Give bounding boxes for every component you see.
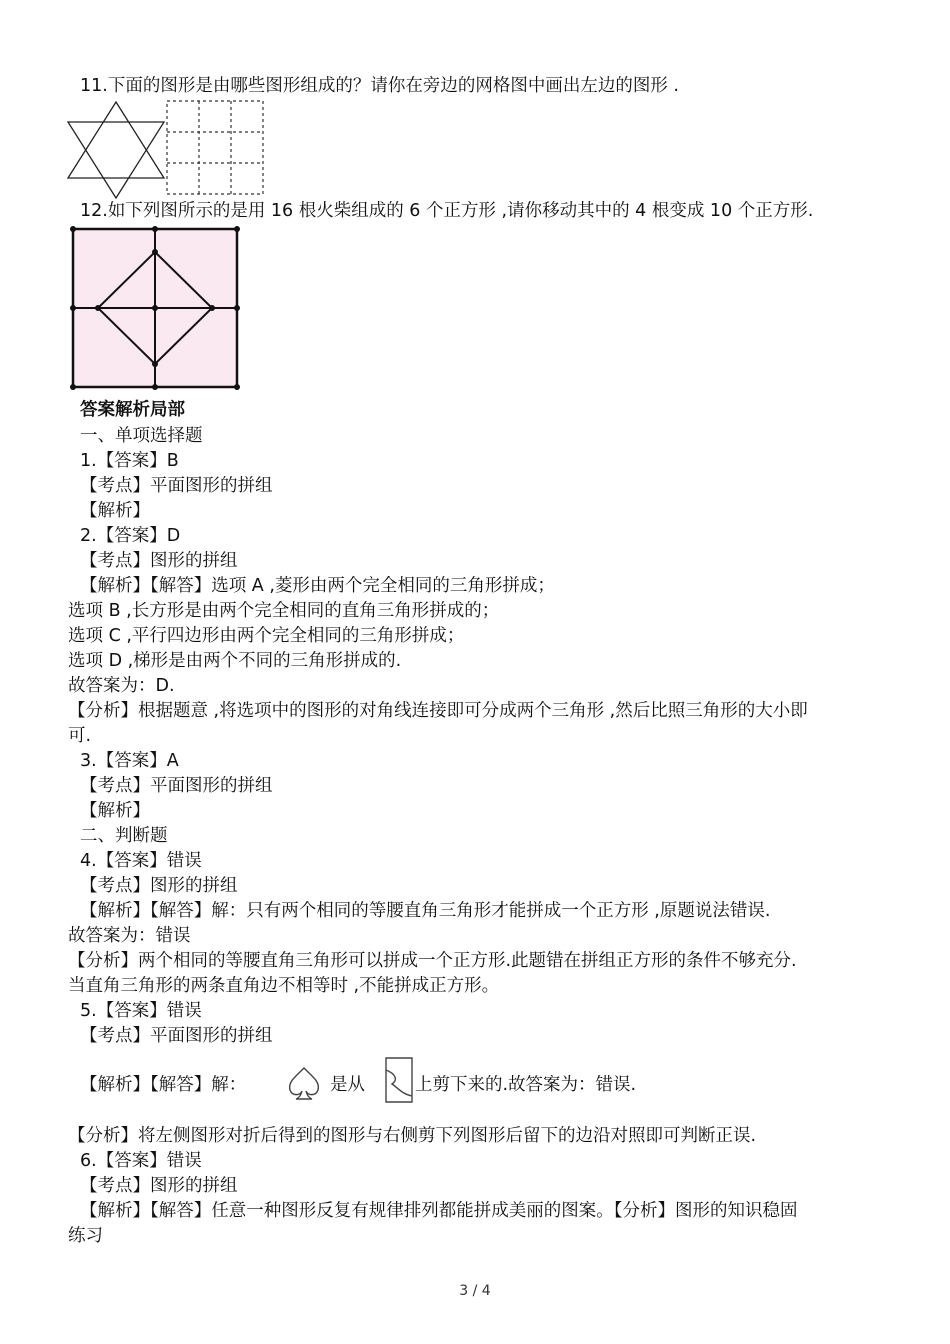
answer-4: 4.【答案】错误 xyxy=(80,851,202,871)
answer-2-fx2: 可. xyxy=(68,726,92,746)
q11-text: 11.下面的图形是由哪些图形组成的？请你在旁边的网格图中画出左边的图形 . xyxy=(80,76,679,96)
spade-shape-icon xyxy=(284,1064,324,1102)
answer-2-line5: 故答案为：D. xyxy=(68,676,175,696)
q12-text: 12.如下列图所示的是用 16 根火柴组成的 6 个正方形 ,请你移动其中的 4 根变成 10 个正方形. xyxy=(80,201,814,221)
dashed-grid xyxy=(164,98,268,198)
answer-5-jx-c: 上剪下来的.故答案为：错误. xyxy=(415,1075,637,1095)
answer-2-line3: 选项 C ,平行四边形由两个完全相同的三角形拼成； xyxy=(68,626,465,646)
answer-2-line4: 选项 D ,梯形是由两个不同的三角形拼成的. xyxy=(68,651,402,671)
answer-4-line2: 故答案为：错误 xyxy=(68,926,191,946)
answer-6-jx1: 【解析】【解答】任意一种图形反复有规律排列都能拼成美丽的图案。【分析】图形的知识稳固 xyxy=(80,1201,798,1221)
folded-paper-icon xyxy=(382,1056,416,1104)
answer-6-jx2: 练习 xyxy=(68,1226,103,1246)
answer-2-kd: 【考点】图形的拼组 xyxy=(80,551,238,571)
answer-5-jx-a: 【解析】【解答】解： xyxy=(80,1075,247,1095)
answer-2-jx: 【解析】【解答】选项 A ,菱形由两个完全相同的三角形拼成； xyxy=(80,576,555,596)
answer-1-jx: 【解析】 xyxy=(80,501,150,521)
answer-4-kd: 【考点】图形的拼组 xyxy=(80,876,238,896)
answer-2: 2.【答案】D xyxy=(80,526,181,546)
matchstick-figure xyxy=(66,224,246,394)
answer-1-kd: 【考点】平面图形的拼组 xyxy=(80,476,273,496)
answer-4-jx: 【解析】【解答】解：只有两个相同的等腰直角三角形才能拼成一个正方形 ,原题说法错误. xyxy=(80,901,771,921)
answer-5-jx-b: 是从 xyxy=(330,1075,365,1095)
answer-3-jx: 【解析】 xyxy=(80,801,150,821)
answer-6: 6.【答案】错误 xyxy=(80,1151,202,1171)
answer-4-fx2: 当直角三角形的两条直角边不相等时 ,不能拼成正方形。 xyxy=(68,976,500,996)
answer-2-line2: 选项 B ,长方形是由两个完全相同的直角三角形拼成的； xyxy=(68,601,500,621)
answer-6-kd: 【考点】图形的拼组 xyxy=(80,1176,238,1196)
answer-2-fx1: 【分析】根据题意 ,将选项中的图形的对角线连接即可分成两个三角形 ,然后比照三角形的大小即 xyxy=(68,701,808,721)
answer-1: 1.【答案】B xyxy=(80,451,179,471)
section-1-title: 一、单项选择题 xyxy=(80,426,203,446)
answer-5-fx: 【分析】将左侧图形对折后得到的图形与右侧剪下列图形后留下的边沿对照即可判断正误. xyxy=(68,1126,757,1146)
answers-heading: 答案解析局部 xyxy=(80,400,185,420)
section-2-title: 二、判断题 xyxy=(80,826,168,846)
answer-3: 3.【答案】A xyxy=(80,751,179,771)
answer-5-kd: 【考点】平面图形的拼组 xyxy=(80,1026,273,1046)
page-number: 3 / 4 xyxy=(459,1283,491,1299)
answer-3-kd: 【考点】平面图形的拼组 xyxy=(80,776,273,796)
star-figure xyxy=(64,100,168,200)
answer-5: 5.【答案】错误 xyxy=(80,1001,202,1021)
answer-4-fx1: 【分析】两个相同的等腰直角三角形可以拼成一个正方形.此题错在拼组正方形的条件不够充分. xyxy=(68,951,797,971)
